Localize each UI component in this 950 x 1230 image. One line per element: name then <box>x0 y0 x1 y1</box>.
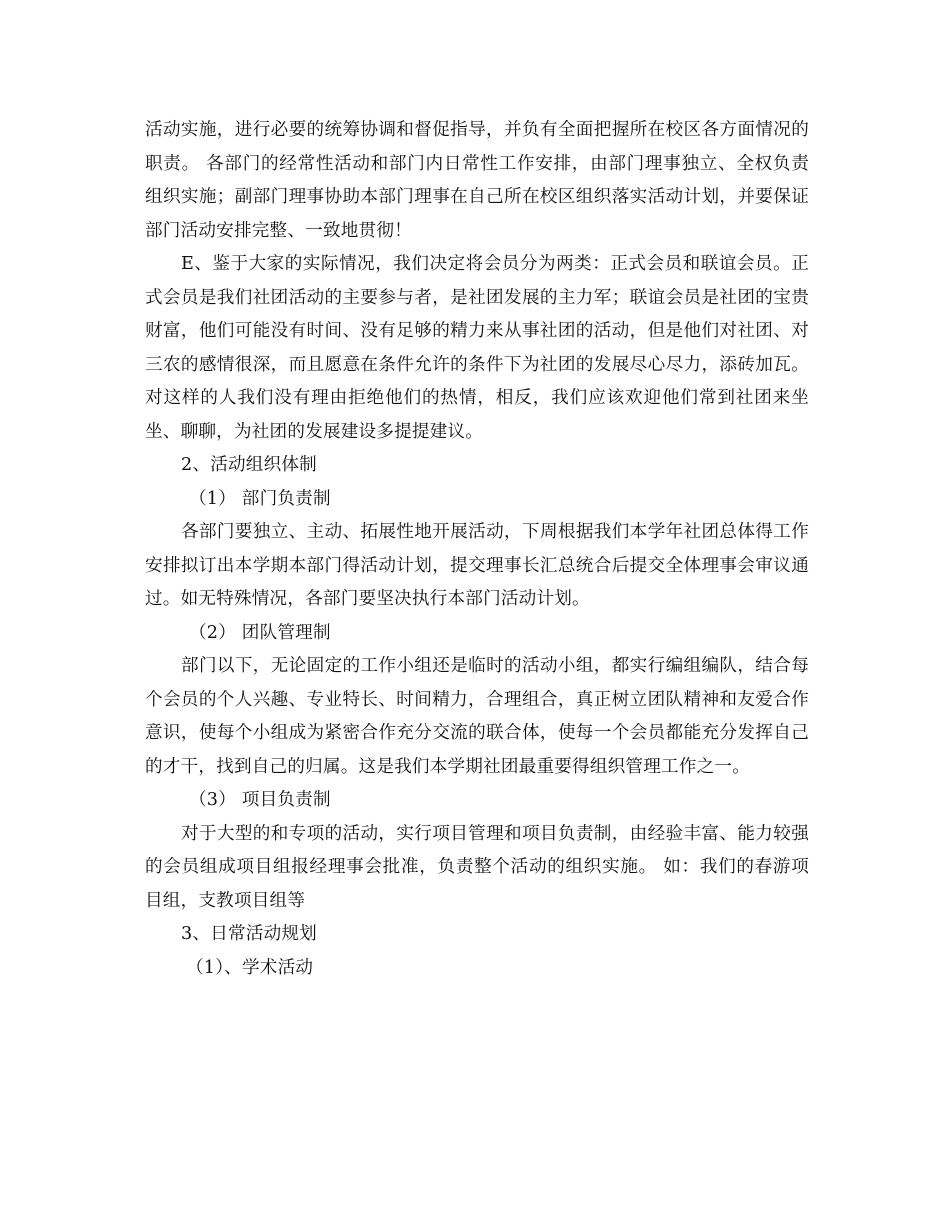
subheading-department-responsibility: （1） 部门负责制 <box>189 488 331 509</box>
paragraph-department-responsibility: 各部门要独立、主动、拓展性地开展活动，下周根据我们本学年社团总体得工作安排拟订出本学期本部门得活动计划，提交理事长汇总统合后提交全体理事会审议通过。如无特殊情况，各部门要坚决执行本部门活动计划。 <box>145 522 809 609</box>
subheading-project-responsibility: （3） 项目负责制 <box>189 790 331 810</box>
paragraph-activity-implementation: 活动实施，进行必要的统筹协调和督促指导，并负有全面把握所在校区各方面情况的职责。 各部门的经常性活动和部门内日常性工作安排，由部门理事独立、全权负责组织实施；副部门理事协助本部门理事在自己所在校区组织落实活动计划，并要保证部门活动安排完整、一致地贯彻！ <box>145 120 809 241</box>
document-body <box>145 114 809 985</box>
section-heading-daily-activity-plan: 3、日常活动规划 <box>181 924 317 944</box>
paragraph-member-categories: E、鉴于大家的实际情况，我们决定将会员分为两类：正式会员和联谊会员。正式会员是我们社团活动的主要参与者，是社团发展的主力军；联谊会员是社团的宝贵财富，他们可能没有时间、没有足够的精力来从事社团的活动，但是他们对社团、对三农的感情很深，而且愿意在条件允许的条件下为社团的发展尽心尽力，添砖加瓦。对这样的人我们没有理由拒绝他们的热情，相反，我们应该欢迎他们常到社团来坐坐、聊聊，为社团的发展建设多提提建议。 <box>145 254 809 442</box>
subheading-academic-activities: （1）、学术活动 <box>186 957 314 978</box>
paragraph-team-management: 部门以下，无论固定的工作小组还是临时的活动小组，都实行编组编队，结合每个会员的个人兴趣、专业特长、时间精力，合理组合，真正树立团队精神和友爱合作意识，使每个小组成为紧密合作充分交流的联合体，使每一个会员都能充分发挥自己的才干，找到自己的归属。这是我们本学期社团最重要得组织管理工作之一。 <box>145 656 809 777</box>
subheading-team-management: （2） 团队管理制 <box>189 622 331 643</box>
paragraph-project-responsibility: 对于大型的和专项的活动，实行项目管理和项目负责制，由经验丰富、能力较强的会员组成项目组报经理事会批准，负责整个活动的组织实施。 如：我们的春游项目组，支教项目组等 <box>145 823 809 911</box>
section-heading-organization-system: 2、活动组织体制 <box>181 455 317 475</box>
